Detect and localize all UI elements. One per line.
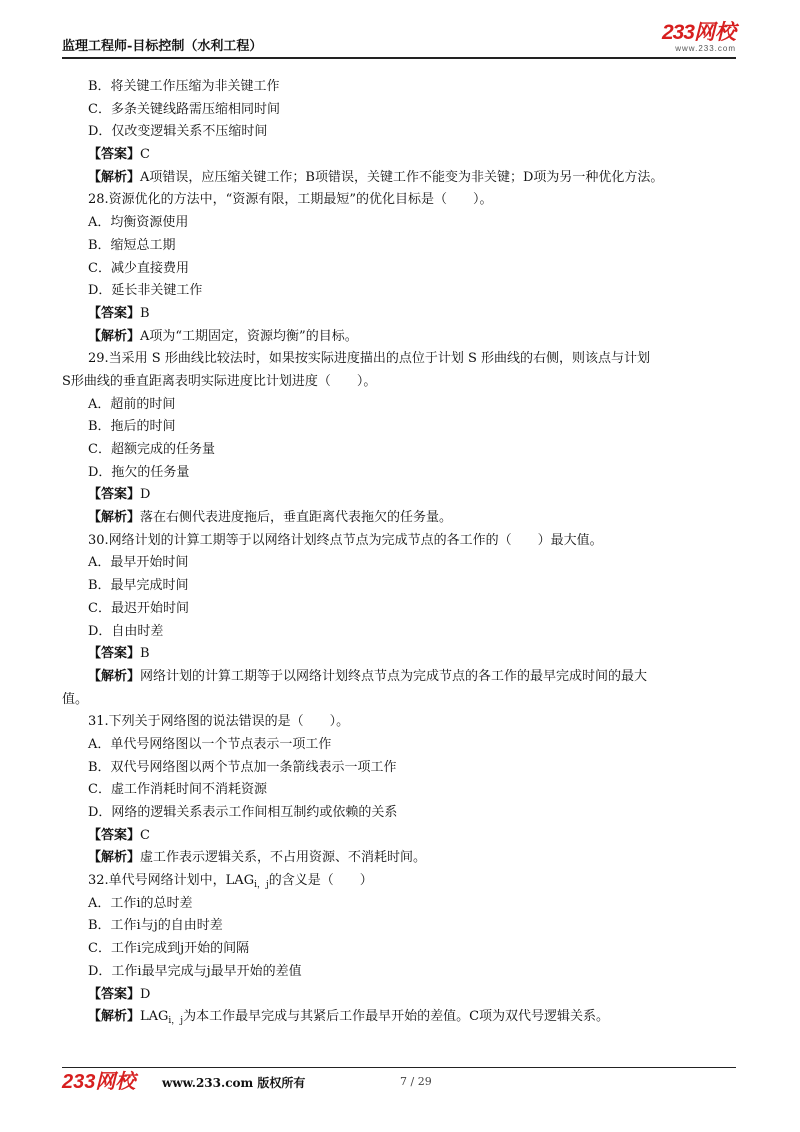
answer-value: C (140, 147, 150, 163)
answer-tag: 【答案】 (88, 986, 141, 1002)
q28-option-c: C．减少直接费用 (88, 260, 189, 276)
q31-analysis (62, 847, 738, 870)
analysis-pre: LAG (140, 1009, 169, 1025)
q29-option-a: A．超前的时间 (88, 396, 176, 412)
analysis-text: 虚工作表示逻辑关系，不占用资源、不消耗时间。 (140, 850, 427, 866)
q27-answer (62, 144, 738, 167)
analysis-text: 落在右侧代表进度拖后，垂直距离代表拖欠的任务量。 (140, 510, 453, 526)
answer-value: D (140, 487, 151, 503)
q28-option-b: B．缩短总工期 (88, 237, 176, 253)
q30-answer (62, 643, 738, 666)
q27-option-b: B．将关键工作压缩为非关键工作 (88, 79, 280, 94)
answer-tag: 【答案】 (88, 487, 141, 503)
q30-option-d: D．自由时差 (88, 623, 164, 639)
analysis-post: 为本工作最早完成与其紧后工作最早开始的差值。C项为双代号逻辑关系。 (183, 1009, 610, 1025)
q30-stem: 30.网络计划的计算工期等于以网络计划终点节点为完成节点的各工作的（ ）最大值。 (88, 532, 603, 548)
q31-option-a: A．单代号网络图以一个节点表示一项工作 (88, 736, 332, 752)
analysis-tag: 【解析】 (88, 1009, 141, 1025)
page-footer (62, 1070, 736, 1094)
q28-stem: 28.资源优化的方法中，“资源有限，工期最短”的优化目标是（ ）。 (88, 192, 493, 208)
q27-option-c: C．多条关键线路需压缩相同时间 (88, 101, 280, 117)
logo-url: www.233.com (675, 44, 736, 53)
page-number: 7 / 29 (400, 1075, 432, 1088)
analysis-tag: 【解析】 (88, 850, 141, 866)
analysis-tag: 【解析】 (88, 510, 141, 526)
answer-value: B (140, 646, 150, 662)
q28-option-a: A．均衡资源使用 (88, 215, 189, 231)
stem-post: 的含义是（ ） (268, 873, 373, 889)
q31-option-c: C．虚工作消耗时间不消耗资源 (88, 782, 267, 798)
q27-option-d: D．仅改变逻辑关系不压缩时间 (88, 124, 268, 140)
q32-answer (62, 984, 738, 1007)
q32-option-c: C．工作i完成到j开始的间隔 (88, 941, 250, 957)
footer-copyright: www.233.com 版权所有 (162, 1076, 306, 1090)
answer-value: D (140, 986, 151, 1002)
q29-stem-line-1: 29.当采用 S 形曲线比较法时，如果按实际进度描出的点位于计划 S 形曲线的右侧，则该点与计划 (88, 351, 651, 367)
q28-answer (62, 303, 738, 326)
q31-option-d: D．网络的逻辑关系表示工作间相互制约或依赖的关系 (88, 805, 398, 820)
analysis-tag: 【解析】 (88, 169, 141, 185)
q29-analysis (62, 507, 738, 530)
footer-divider (62, 1067, 736, 1068)
document-title: 监理工程师-目标控制（水利工程） (62, 39, 263, 54)
analysis-tag: 【解析】 (88, 328, 141, 344)
q32-stem (62, 870, 738, 893)
q29-option-d: D．拖欠的任务量 (88, 464, 190, 480)
logo-cn: 网校 (694, 21, 736, 44)
q30-option-a: A．最早开始时间 (88, 555, 189, 571)
question-content (62, 76, 738, 1029)
q29-option-b: B．拖后的时间 (88, 419, 176, 435)
q32-analysis (62, 1006, 738, 1029)
q29-stem-line-2: S形曲线的垂直距离表明实际进度比计划进度（ ）。 (62, 373, 377, 389)
page-header (62, 22, 736, 56)
analysis-tag: 【解析】 (88, 668, 141, 684)
q32-option-d: D．工作i最早完成与j最早开始的差值 (88, 963, 302, 979)
stem-pre: 32.单代号网络计划中，LAG (88, 873, 255, 889)
q30-option-b: B．最早完成时间 (88, 578, 189, 594)
answer-value: B (140, 305, 150, 321)
answer-value: C (140, 827, 150, 843)
stem-subscript: i，j (254, 880, 269, 891)
analysis-subscript: i，j (168, 1016, 184, 1027)
q30-analysis-line-2: 值。 (62, 691, 89, 707)
answer-tag: 【答案】 (88, 827, 141, 843)
header-divider (62, 57, 736, 59)
q28-analysis (62, 326, 738, 349)
brand-logo (662, 22, 736, 53)
q30-analysis-line-1 (62, 666, 738, 689)
q30-option-c: C．最迟开始时间 (88, 600, 189, 616)
footer-logo: 233网校 (62, 1071, 136, 1093)
q32-option-a: A．工作i的总时差 (88, 895, 193, 911)
q32-option-b: B．工作i与j的自由时差 (88, 918, 223, 934)
q31-stem: 31.下列关于网络图的说法错误的是（ ）。 (88, 714, 350, 730)
q29-answer (62, 484, 738, 507)
analysis-text: A项错误，应压缩关键工作；B项错误，关键工作不能变为非关键；D项为另一种优化方法。 (140, 169, 664, 185)
q28-option-d: D．延长非关键工作 (88, 283, 203, 299)
answer-tag: 【答案】 (88, 305, 141, 321)
q27-analysis (62, 167, 738, 190)
q29-option-c: C．超额完成的任务量 (88, 442, 215, 457)
answer-tag: 【答案】 (88, 147, 141, 163)
q31-option-b: B．双代号网络图以两个节点加一条箭线表示一项工作 (88, 759, 397, 775)
q31-answer (62, 825, 738, 848)
logo-number: 233 (661, 21, 694, 44)
answer-tag: 【答案】 (88, 646, 141, 662)
analysis-text: A项为“工期固定，资源均衡”的目标。 (140, 328, 358, 344)
analysis-text: 网络计划的计算工期等于以网络计划终点节点为完成节点的各工作的最早完成时间的最大 (140, 668, 648, 684)
